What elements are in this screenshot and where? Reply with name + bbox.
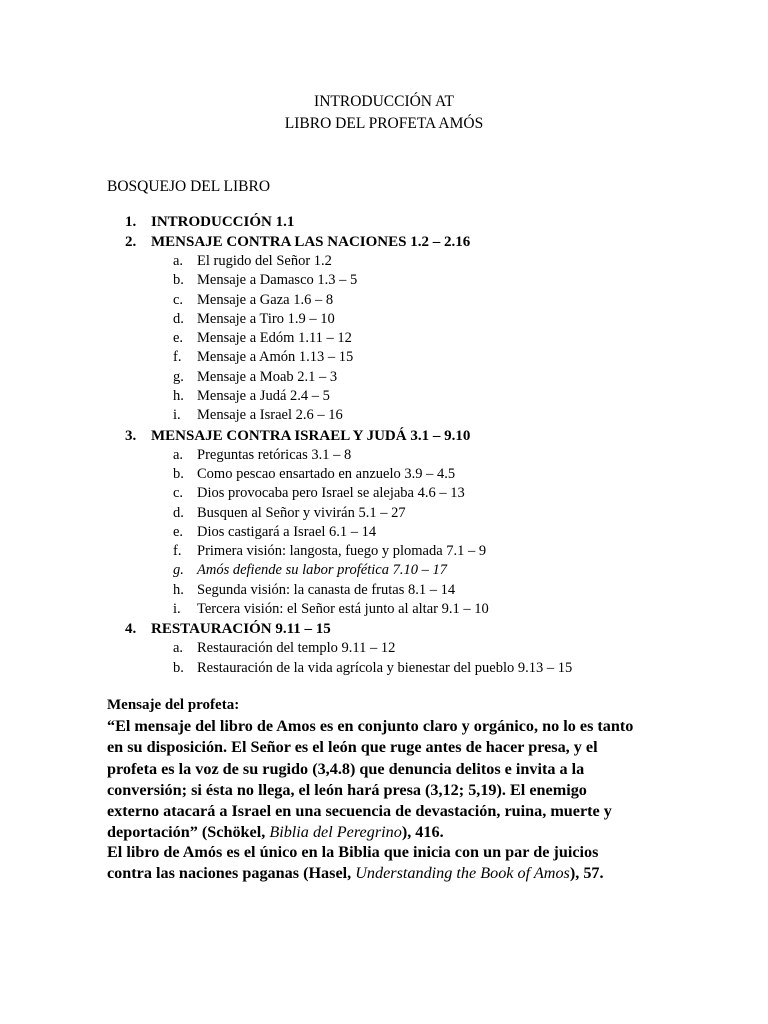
outline-subitem	[125, 659, 745, 678]
subitem-letter: a.	[173, 253, 184, 269]
subitem-text: Primera visión: langosta, fuego y plomada 7.1 – 9	[197, 543, 487, 560]
outline-subitem	[125, 446, 745, 465]
outline-subitem	[125, 348, 745, 367]
paragraph-line: “El mensaje del libro de Amos es en conjunto claro y orgánico, no lo es tanto	[107, 717, 634, 735]
citation-book-title: Biblia del Peregrino	[269, 823, 402, 842]
outline-subitem	[125, 465, 745, 484]
outline-subitem	[125, 639, 745, 658]
subitem-letter: a.	[173, 446, 184, 463]
paragraph-line: profeta es la voz de su rugido (3,4.8) que denuncia delitos e invita a la	[107, 759, 585, 778]
citation-page: ), 416.	[401, 823, 444, 842]
subitem-letter: h.	[173, 388, 184, 405]
outline-section	[125, 212, 745, 232]
subitem-text: Busquen al Señor y vivirán 5.1 – 27	[197, 504, 406, 521]
subitem-text: Dios provocaba pero Israel se alejaba 4.6 – 13	[197, 485, 465, 502]
subitem-text: Preguntas retóricas 3.1 – 8	[197, 446, 352, 463]
subitem-letter: i.	[173, 407, 181, 424]
outline-subitem	[125, 406, 745, 425]
outline-heading: BOSQUEJO DEL LIBRO	[107, 178, 271, 195]
section-number: 4.	[125, 621, 137, 638]
outline-subitem	[125, 504, 745, 523]
section-number: 1.	[125, 214, 137, 230]
outline-subitem	[125, 561, 745, 580]
document-title-line-2: LIBRO DEL PROFETA AMÓS	[284, 115, 484, 132]
subitem-text: Mensaje a Judá 2.4 – 5	[197, 388, 330, 405]
paragraph-line	[107, 863, 667, 884]
section-title: MENSAJE CONTRA ISRAEL Y JUDÁ 3.1 – 9.10	[151, 427, 471, 444]
subitem-text: Tercera visión: el Señor está junto al altar 9.1 – 10	[197, 601, 489, 618]
subitem-letter: d.	[173, 310, 184, 327]
section-number: 3.	[125, 427, 137, 444]
subitem-letter: c.	[173, 291, 184, 308]
outline-subitem	[125, 252, 745, 271]
paragraph-line: conversión; si ésta no llega, el león hará presa (3,12; 5,19). El enemigo	[107, 780, 587, 799]
subitem-text: Restauración del templo 9.11 – 12	[197, 640, 396, 657]
outline-list	[125, 212, 745, 678]
paragraph-line: en su disposición. El Señor es el león que ruge antes de hacer presa, y el	[107, 738, 598, 757]
subitem-text: Mensaje a Amón 1.13 – 15	[197, 349, 354, 366]
outline-subitem	[125, 271, 745, 290]
subitem-letter: g.	[173, 562, 184, 579]
citation-page: ), 57.	[569, 864, 604, 883]
subitem-text: Como pescao ensartado en anzuelo 3.9 – 4.5	[197, 465, 456, 482]
subitem-text: Mensaje a Edóm 1.11 – 12	[197, 330, 352, 347]
subitem-letter: a.	[173, 640, 184, 657]
subitem-letter: g.	[173, 368, 184, 385]
message-paragraph-1	[107, 716, 667, 844]
citation-text: deportación” (Schökel,	[107, 823, 270, 842]
outline-subitem	[125, 329, 745, 348]
section-title: MENSAJE CONTRA LAS NACIONES 1.2 – 2.16	[151, 234, 471, 250]
subitem-text: Mensaje a Gaza 1.6 – 8	[197, 291, 334, 308]
outline-subitem	[125, 291, 745, 310]
outline-subitem	[125, 581, 745, 600]
subitem-text: Mensaje a Israel 2.6 – 16	[197, 407, 343, 424]
message-paragraph-2	[107, 842, 667, 885]
outline-section	[125, 619, 745, 639]
subitem-letter: e.	[173, 330, 184, 347]
subitem-text: Mensaje a Moab 2.1 – 3	[197, 368, 338, 385]
outline-subitem	[125, 523, 745, 542]
outline-section	[125, 426, 745, 446]
outline-subitem	[125, 387, 745, 406]
section-title: RESTAURACIÓN 9.11 – 15	[151, 621, 331, 638]
outline-subitem	[125, 310, 745, 329]
subitem-letter: f.	[173, 349, 182, 366]
outline-subitem	[125, 600, 745, 619]
paragraph-line: externo atacará a Israel en una secuencia de devastación, ruina, muerte y	[107, 802, 612, 821]
document-title-line-1: INTRODUCCIÓN AT	[314, 93, 454, 110]
outline-subitem	[125, 542, 745, 561]
subitem-letter: c.	[173, 485, 184, 502]
section-number: 2.	[125, 234, 137, 250]
subitem-text: Mensaje a Tiro 1.9 – 10	[197, 310, 335, 327]
subitem-text: Dios castigará a Israel 6.1 – 14	[197, 523, 377, 540]
subitem-text: Restauración de la vida agrícola y bienestar del pueblo 9.13 – 15	[197, 659, 573, 676]
subitem-letter: b.	[173, 272, 184, 289]
subitem-text: El rugido del Señor 1.2	[197, 253, 332, 269]
outline-section	[125, 232, 745, 252]
outline-subitem	[125, 484, 745, 503]
subitem-letter: b.	[173, 465, 184, 482]
subitem-letter: h.	[173, 581, 184, 598]
message-heading: Mensaje del profeta:	[107, 697, 240, 713]
citation-text: contra las naciones paganas (Hasel,	[107, 864, 356, 883]
subitem-text: Amós defiende su labor profética 7.10 – 17	[197, 562, 447, 579]
subitem-letter: b.	[173, 659, 184, 676]
subitem-letter: i.	[173, 601, 181, 618]
citation-book-title: Understanding the Book of Amos	[355, 864, 570, 883]
subitem-text: Segunda visión: la canasta de frutas 8.1 – 14	[197, 581, 456, 598]
subitem-letter: e.	[173, 523, 184, 540]
subitem-letter: f.	[173, 543, 182, 560]
subitem-text: Mensaje a Damasco 1.3 – 5	[197, 272, 358, 289]
paragraph-line: El libro de Amós es el único en la Biblia que inicia con un par de juicios	[107, 843, 599, 861]
subitem-letter: d.	[173, 504, 184, 521]
paragraph-line	[107, 822, 667, 843]
section-title: INTRODUCCIÓN 1.1	[151, 214, 295, 230]
outline-subitem	[125, 368, 745, 387]
